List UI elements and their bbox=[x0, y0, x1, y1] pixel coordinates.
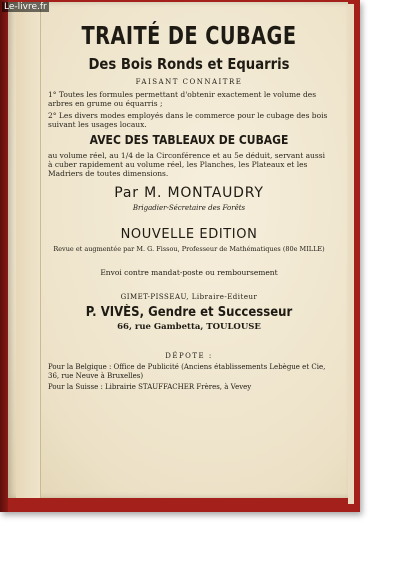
paragraph-1: 1° Toutes les formules permettant d'obtenir exactement le volume des arbres en grume ou équarris ; bbox=[48, 90, 317, 108]
depot-belgique: Pour la Belgique : Office de Publicité (Anciens établissements Lebègue et Cie, 36, rue Neuve à Bruxelles) bbox=[48, 363, 326, 380]
publisher: P. VIVÈS, Gendre et Successeur bbox=[85, 305, 293, 320]
depot-suisse: Pour la Suisse : Librairie STAUFFACHER Frères, à Vevey bbox=[48, 383, 252, 391]
book-title: TRAITÉ DE CUBAGE bbox=[81, 21, 297, 50]
title-page-content bbox=[44, 20, 334, 392]
paragraph-2: 2° Les divers modes employés dans le commerce pour le cubage des bois suivant les usages locaux. bbox=[48, 111, 328, 129]
tableaux-heading: AVEC DES TABLEAUX DE CUBAGE bbox=[89, 133, 289, 147]
title-page bbox=[8, 2, 348, 498]
book-subtitle: Des Bois Ronds et Equarris bbox=[88, 55, 290, 73]
publisher-address: 66, rue Gambetta, TOULOUSE bbox=[117, 322, 261, 332]
watermark-label: Le-livre.fr bbox=[4, 2, 47, 12]
author-title: Brigadier-Sécretaire des Forêts bbox=[132, 204, 246, 212]
edition: NOUVELLE EDITION bbox=[120, 227, 258, 242]
tableaux-description: au volume réel, au 1/4 de la Circonférence et au 5e déduit, servant aussi à cuber rapidement au volume réel, les Planches, les Plateaux et les Madriers de toutes dimensions. bbox=[48, 151, 325, 178]
page-edges bbox=[348, 4, 354, 504]
author: Par M. MONTAUDRY bbox=[114, 185, 264, 201]
envoi-note: Envoi contre mandat-poste ou remboursement bbox=[100, 268, 278, 277]
page-gutter bbox=[16, 2, 41, 498]
depot-title: DÉPOTE : bbox=[165, 352, 213, 360]
publisher-previous: GIMET-PISSEAU, Libraire-Editeur bbox=[120, 293, 258, 301]
book-spine bbox=[0, 0, 8, 512]
faisant-connaitre: FAISANT CONNAITRE bbox=[135, 78, 243, 86]
edition-subtitle: Revue et augmentée par M. G. Fissou, Professeur de Mathématiques (80e MILLE) bbox=[53, 245, 325, 253]
